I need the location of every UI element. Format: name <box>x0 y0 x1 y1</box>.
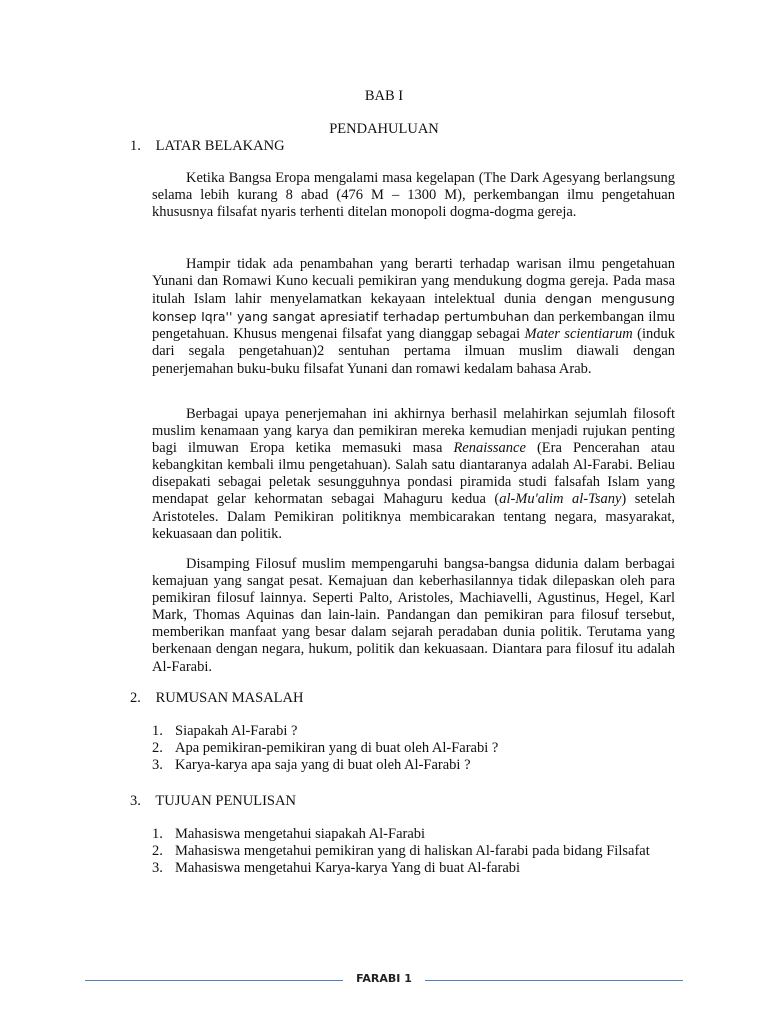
footer-rule-left <box>85 980 343 981</box>
page-footer <box>85 972 683 990</box>
paragraph-3-italic-title: al-Mu'alim al-Tsany <box>499 491 622 508</box>
list-item-text: Apa pemikiran-pemikiran yang di buat oleh Al-Farabi ? <box>175 740 499 756</box>
section-heading-latar-belakang <box>130 138 285 155</box>
paragraph-2-text-c: dan perkembangan ilmu pengetahuan. Khusus mengenai filsafat yang dianggap sebagai <box>152 309 675 343</box>
paragraph-2-text-b: dengan mengusung konsep Iqra'' yang sangat apresiatif terhadap pertumbuhan <box>152 291 675 325</box>
paragraph-2-text-e: (induk dari segala pengetahuan)2 sentuhan pertama ilmuan muslim diawali dengan penerjemahan buku-buku filsafat Yunani dan romawi kedalam bahasa Arab. <box>152 326 675 377</box>
paragraph-1: Ketika Bangsa Eropa mengalami masa kegelapan (The Dark Agesyang berlangsung selama lebih kurang 8 abad (476 M – 1300 M), perkembangan ilmu pengetahuan khususnya filsafat nyaris terhenti ditelan monopoli dogma-dogma gereja. <box>152 170 675 221</box>
list-item-text: Mahasiswa mengetahui Karya-karya Yang di buat Al-farabi <box>175 860 521 876</box>
section-title: TUJUAN PENULISAN <box>155 793 296 809</box>
list-number: 1. <box>152 826 163 842</box>
section-heading-tujuan-penulisan <box>130 793 296 810</box>
section-title: RUMUSAN MASALAH <box>155 690 304 706</box>
list-item <box>152 757 675 774</box>
list-item <box>152 843 675 860</box>
objective-list <box>152 826 675 877</box>
section-number: 3. <box>130 793 141 809</box>
paragraph-3-text-e: ) setelah Aristoteles. Dalam Pemikiran politiknya membicarakan tentang negara, masyarakat, kekuasaan dan politik. <box>152 491 675 542</box>
section-title: LATAR BELAKANG <box>155 138 285 154</box>
list-number: 1. <box>152 723 163 739</box>
list-number: 3. <box>152 860 163 876</box>
paragraph-2-italic-term: Mater scientiarum <box>524 326 633 343</box>
section-heading-rumusan-masalah <box>130 690 303 707</box>
paragraph-3-italic-renaissance: Renaissance <box>453 440 526 457</box>
list-number: 3. <box>152 757 163 773</box>
list-number: 2. <box>152 843 163 859</box>
chapter-title: PENDAHULUAN <box>329 121 439 137</box>
footer-rule-right <box>425 980 683 981</box>
list-number: 2. <box>152 740 163 756</box>
section-number: 2. <box>130 690 141 706</box>
chapter-label: BAB I <box>364 88 404 104</box>
paragraph-3-text-c: (Era Pencerahan atau kebangkitan kembali ilmu pengetahuan). Salah satu diantaranya adalah Al-Farabi. Beliau disepakati sebagai peletak sesungguhnya pondasi piramida studi falsafah Islam yang mendapat gelar kehormatan sebagai Mahaguru kedua ( <box>152 440 675 508</box>
problem-list <box>152 723 675 774</box>
section-number: 1. <box>130 138 141 154</box>
list-item-text: Karya-karya apa saja yang di buat oleh Al-Farabi ? <box>175 757 471 773</box>
list-item <box>152 826 675 843</box>
paragraph-3-text-a: Berbagai upaya penerjemahan ini akhirnya berhasil melahirkan sejumlah filosoft muslim kenamaan yang karya dan pemikiran mereka kemudian menjadi rujukan penting bagi ilmuwan Eropa ketika memasuki masa <box>152 406 675 457</box>
footer-page-label: FARABI 1 <box>356 972 412 985</box>
paragraph-3 <box>152 406 675 543</box>
list-item-text: Mahasiswa mengetahui pemikiran yang di haliskan Al-farabi pada bidang Filsafat <box>175 843 650 859</box>
paragraph-2 <box>152 256 675 378</box>
list-item <box>152 860 675 877</box>
list-item-text: Siapakah Al-Farabi ? <box>175 723 298 739</box>
list-item-text: Mahasiswa mengetahui siapakah Al-Farabi <box>175 826 426 842</box>
list-item <box>152 723 675 740</box>
paragraph-2-text-a: Hampir tidak ada penambahan yang berarti terhadap warisan ilmu pengetahuan Yunani dan Romawi Kuno kecuali pemikiran yang mendukung dogma gereja. Pada masa itulah Islam lahir menyelamatkan kekayaan intelektual dunia <box>152 256 675 308</box>
list-item <box>152 740 675 757</box>
paragraph-4: Disamping Filosuf muslim mempengaruhi bangsa-bangsa didunia dalam berbagai kemajuan yang sangat pesat. Kemajuan dan keberhasilannya tidak dilepaskan oleh para pemikiran filosuf lainnya. Seperti Palto, Aristoles, Machiavelli, Agustinus, Hegel, Karl Mark, Thomas Aquinas dan lain-lain. Pandangan dan pemikiran para filosuf tersebut, memberikan manfaat yang besar dalam sejarah peradaban dunia politik. Terutama yang berkenaan dengan negara, hukum, politik dan kekuasaan. Diantara para filosuf itu adalah Al-Farabi. <box>152 556 675 675</box>
